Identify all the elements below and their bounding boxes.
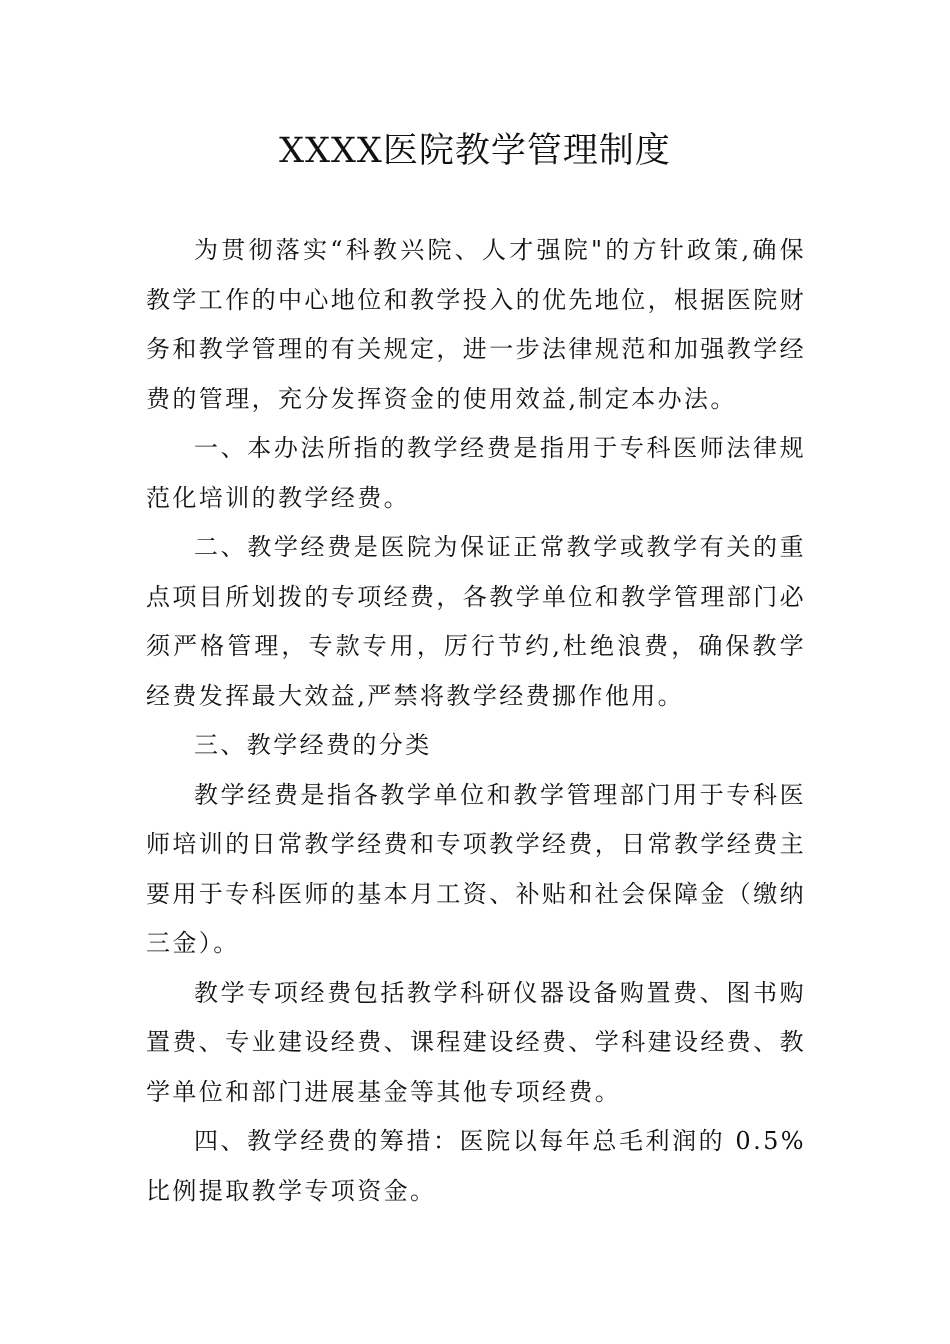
paragraph-article-4: 四、教学经费的筹措：医院以每年总毛利润的 0.5%比例提取教学专项资金。 [146,1127,806,1205]
paragraph-article-3-heading: 三、教学经费的分类 [194,731,432,759]
paragraph-article-2: 二、教学经费是医院为保证正常教学或教学有关的重点项目所划拨的专项经费，各教学单位和教学管理部门必须严格管理，专款专用，厉行节约,杜绝浪费，确保教学经费发挥最大效益,严禁将教学经费挪作他用。 [146,533,806,710]
paragraph-article-3-special: 教学专项经费包括教学科研仪器设备购置费、图书购置费、专业建设经费、课程建设经费、学科建设经费、教学单位和部门进展基金等其他专项经费。 [146,978,806,1106]
document-title: XXXX医院教学管理制度 [279,131,671,171]
paragraph-article-1: 一、本办法所指的教学经费是指用于专科医师法律规范化培训的教学经费。 [146,434,806,512]
paragraph-intro: 为贯彻落实“科教兴院、人才强院"的方针政策,确保教学工作的中心地位和教学投入的优先地位，根据医院财务和教学管理的有关规定，进一步法律规范和加强教学经费的管理，充分发挥资金的使用效益,制定本办法。 [146,236,806,413]
document-body [146,226,806,1216]
paragraph-article-3-body: 教学经费是指各教学单位和教学管理部门用于专科医师培训的日常教学经费和专项教学经费，日常教学经费主要用于专科医师的基本月工资、补贴和社会保障金（缴纳三金）。 [146,780,806,957]
